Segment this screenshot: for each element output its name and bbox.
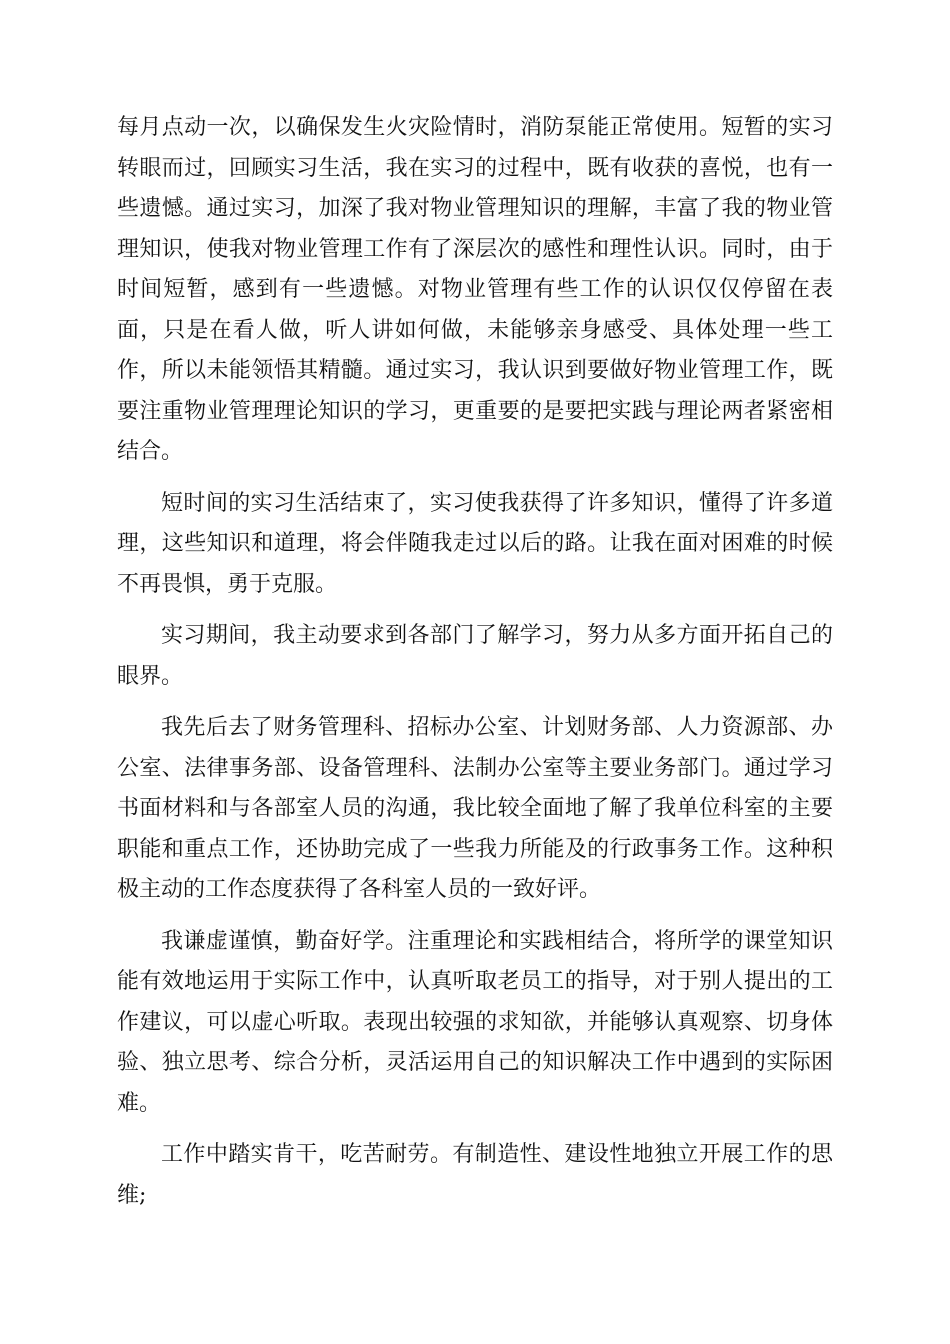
paragraph-1: 每月点动一次，以确保发生火灾险情时，消防泵能正常使用。短暂的实习转眼而过，回顾实习生活，我在实习的过程中，既有收获的喜悦，也有一些遗憾。通过实习，加深了我对物业管理知识的理解，丰富了我的物业管理知识，使我对物业管理工作有了深层次的感性和理性认识。同时，由于时间短暂，感到有一些遗憾。对物业管理有些工作的认识仅仅停留在表面，只是在看人做，听人讲如何做，未能够亲身感受、具体处理一些工作，所以未能领悟其精髓。通过实习，我认识到要做好物业管理工作，既要注重物业管理理论知识的学习，更重要的是要把实践与理论两者紧密相结合。 [117,115,833,464]
paragraph-2: 短时间的实习生活结束了，实习使我获得了许多知识，懂得了许多道理，这些知识和道理，将会伴随我走过以后的路。让我在面对困难的时候不再畏惧，勇于克服。 [117,490,833,597]
paragraph-3: 实习期间，我主动要求到各部门了解学习，努力从多方面开拓自己的眼界。 [117,623,833,689]
paragraph-6: 工作中踏实肯干，吃苦耐劳。有制造性、建设性地独立开展工作的思维; [117,1142,833,1208]
paragraph-5: 我谦虚谨慎，勤奋好学。注重理论和实践相结合，将所学的课堂知识能有效地运用于实际工作中，认真听取老员工的指导，对于别人提出的工作建议，可以虚心听取。表现出较强的求知欲，并能够认真观察、切身体验、独立思考、综合分析，灵活运用自己的知识解决工作中遇到的实际困难。 [117,928,833,1116]
paragraph-4: 我先后去了财务管理科、招标办公室、计划财务部、人力资源部、办公室、法律事务部、设备管理科、法制办公室等主要业务部门。通过学习书面材料和与各部室人员的沟通，我比较全面地了解了我单位科室的主要职能和重点工作，还协助完成了一些我力所能及的行政事务工作。这种积极主动的工作态度获得了各科室人员的一致好评。 [117,715,833,902]
document-body [117,108,833,1216]
